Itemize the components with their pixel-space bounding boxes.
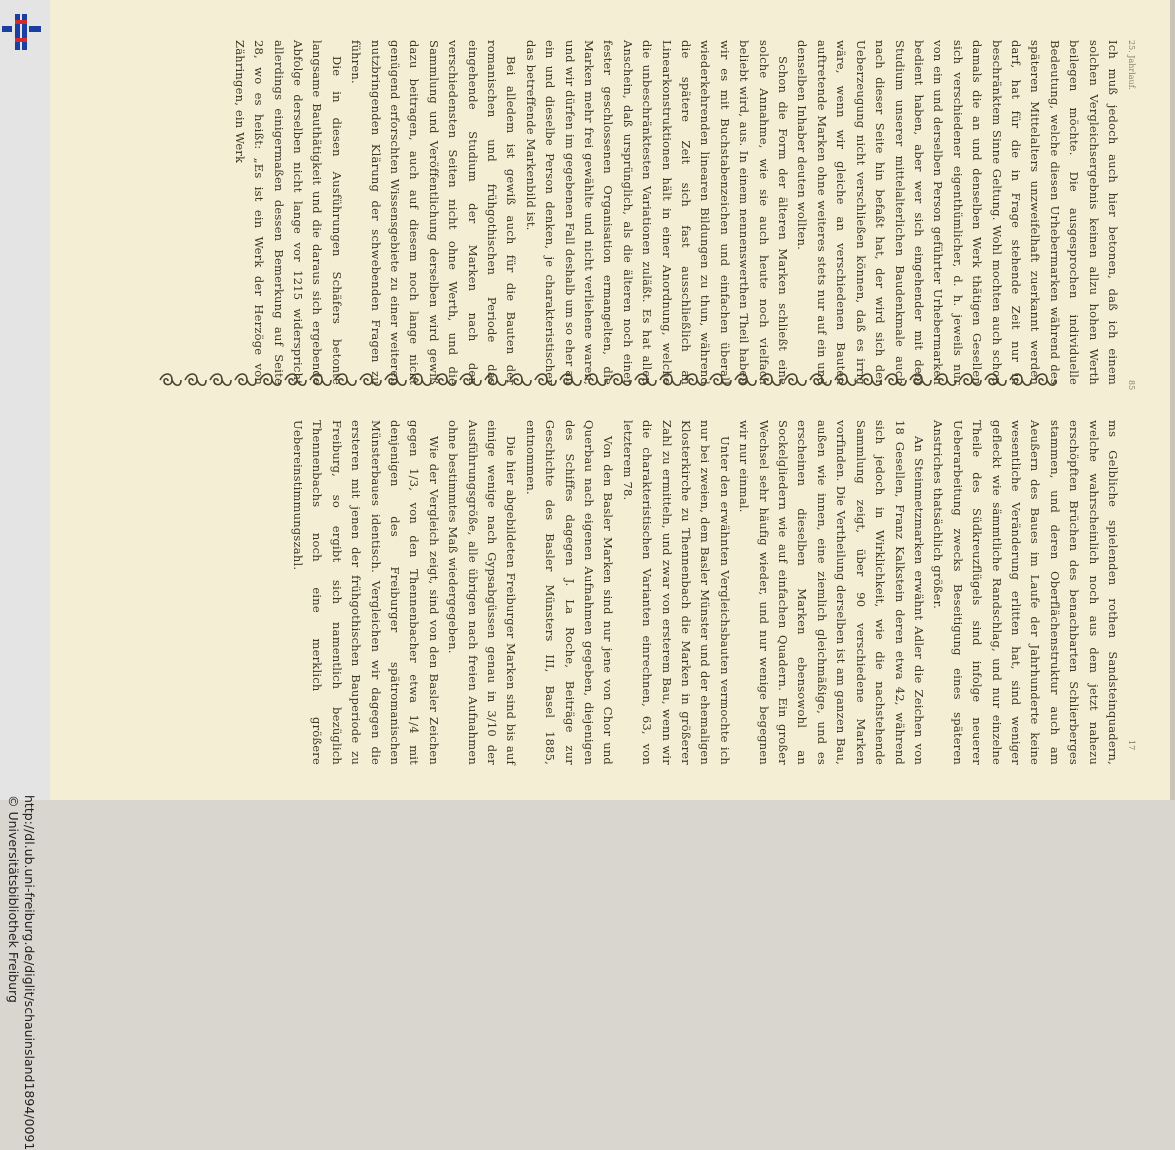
scanned-page: [50, 0, 1170, 800]
page-edge: [1170, 0, 1175, 800]
page-content: [92, 20, 1136, 780]
paragraph: An Steinmetzmarken erwähnt Adler die Zeichen von 18 Gesellen, Franz Kalkstein deren etwa 42, während sich jedoch in Wirklichkeit, wie die nachstehende Sammlung zeigt, über 90 verschiedene Marken vorfinden. Die Vertheilung derselben ist am ganzen Bau, außen wie innen, eine ziemlich gleichmäßige, und es erscheinen dieselben Marken ebensowohl an Sockelgliedern wie auf einfachen Quadern. Ein großer Wechsel sehr häufig wieder, und nur wenige begegnen wir nur einmal.: [737, 420, 926, 765]
library-logo-icon: [2, 14, 42, 50]
paragraph: Die in diesen Ausführungen Schäfers betonte langsame Bauthätigkeit und die daraus sich ergebende Abfolge derselben nicht lange vor 1215 widerspricht allerdings einigermaßen dessen Bemerkung auf Seite 28, wo es heißt: „Es ist ein Werk der Herzöge von Zähringen, ein Werk: [232, 40, 344, 385]
text-column-right: [288, 420, 1122, 765]
paragraph: Ich muß jedoch auch hier betonen, daß ich einem solchen Vergleichsergebnis keinen allzu hohen Werth beilegen möchte. Die ausgesprochen individuelle Bedeutung, welche diesen Urhebermarken während des späteren Mittelalters unzweifelhaft zuerkannt werden darf, hat für die in Frage stehende Zeit nur in beschränktem Sinne Geltung. Wohl mochten auch schon damals die an und denselben Werk thätigen Gesellen sich verschiedener eigenthümlicher, d. h. jeweils nur von ein und derselben Person geführter Urhebermarken bedient haben, aber wer sich eingehender mit dem Studium unserer mittelalterlichen Baudenkmale auch nach dieser Seite hin befaßt hat, der wird sich der Ueberzeugung nicht verschließen können, daß es irrig wäre, wenn wir gleiche an verschiedenen Bauten auftretende Marken ohne weiteres stets nur auf ein und denselben Inhaber deuten wollten.: [795, 40, 1120, 385]
paragraph: ms Gelbliche spielenden rothen Sandsteinquadern, welche wahrscheinlich noch aus dem jetzt nahezu erschöpften Brüchen des benachbarten Schlierberges stammen, und deren Oberflächenstruktur auch am Aeußern des Baues im Laufe der Jahrhunderte keine wesentliche Veränderung erlitten hat, sind weniger gefleckt wie sämmtliche Randschlag, und nur einzelne Theile des Südkreuzflügels sind infolge neuerer Ueberarbeitung zwecks Beseitigung eines späteren Anstriches thatsächlich größer.: [931, 420, 1120, 765]
running-head-left: 25. Jahrlauf.: [1127, 40, 1136, 90]
running-head-right: 17: [1127, 740, 1136, 751]
paragraph: Schon die Form der älteren Marken schließt eine solche Annahme, wie sie auch heute noch vielfach beliebt wird, aus. In einem nennenswerthen Theil haben wir es mit Buchstabenzeichen und einfachen überall wiederkehrenden linearen Bildungen zu thun, während die spätere Zeit sich fast ausschließlich an Linearkonstruktionen hält in einer Anordnung, welche die unbeschränktesten Variationen zuläßt. Es hat allen Anschein, daß ursprünglich, als die älteren noch einer fester geschlossenen Organisation ermangelten, die Marken mehr frei gewählte und nicht verliehene waren, und wir dürfen im gegebenen Fall deshalb um so eher an ein und dieselbe Person denken, je charakteristischer das betreffende Markenbild ist.: [523, 40, 791, 385]
paragraph: Wie der Vergleich zeigt, sind von den Basler Zeichen gegen 1/3, von den Thennenbacher etwa 1/4 mit denjenigen des Freiburger spätromanischen Münsterbaues identisch. Vergleichen wir dagegen die ersteren mit jenen der frühgothischen Bauperiode zu Freiburg, so ergibt sich namentlich bezüglich Thennenbachs noch eine merklich größere Uebereinstimmungszahl.: [290, 420, 441, 765]
paragraph: Die hier abgebildeten Freiburger Marken sind bis auf einige wenige nach Gypsabgüssen genau in 3/10 der Ausführungsgröße, alle übrigen nach freien Aufnahmen ohne bestimmtes Maß wiedergegeben.: [446, 420, 519, 765]
source-url-link[interactable]: http://dl.ub.uni-freiburg.de/diglit/schauinsland1894/0091: [22, 795, 37, 1150]
paragraph: Bei alledem ist gewiß auch für die Bauten der romanischen und frühgothischen Periode das eingehende Studium der Marken nach den verschiedensten Seiten nicht ohne Werth, und die Sammlung und Veröffentlichung derselben wird gewiß dazu beitragen, auch auf diesem noch lange nicht genügend erforschten Wissensgebiete zu einer weiteren nutzbringenden Klärung der schwebenden Fragen zu führen.: [349, 40, 519, 385]
paragraph: Von den Basler Marken sind nur jene von Chor und Querbau nach eigenen Aufnahmen gegeben, diejenigen des Schiffes dagegen J. La Roche, Beiträge zur Geschichte des Basler Münsters III, Basel 1885, entnommen.: [523, 420, 616, 765]
paragraph: Unter den erwähnten Vergleichsbauten vermochte ich nur bei zweien, dem Basler Münster und der ehemaligen Klosterkirche zu Thennenbach die Marken in größerer Zahl zu ermitteln, und zwar von ersterem Bau, wenn wir die charakteristischen Varianten einrechnen, 63, von letzterem 78.: [620, 420, 732, 765]
copyright-notice: © Universitätsbibliothek Freiburg: [6, 795, 21, 1003]
page-number: 85: [1127, 380, 1136, 391]
viewer-sidebar: [0, 0, 50, 1150]
ornamental-divider: [158, 370, 1058, 390]
text-column-left: [229, 40, 1122, 385]
